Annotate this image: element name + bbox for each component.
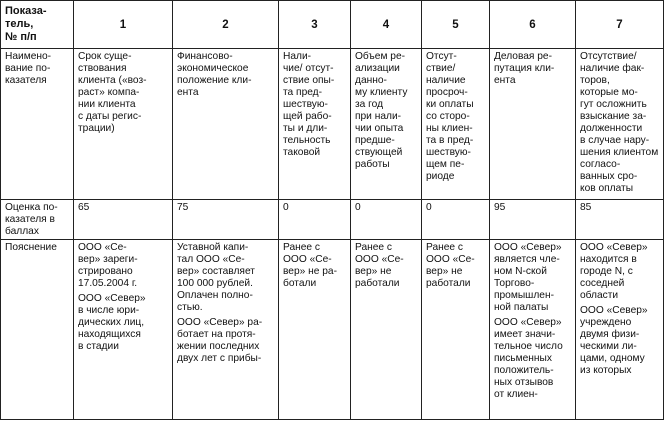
column-number-7: 7 <box>576 1 664 49</box>
name-text-5: Отсут- ствие/ наличие просроч- ки оплаты со сторо- ны клиен- та в пред- шествую- щем пе- риоде <box>426 51 474 182</box>
note-paragraph: ООО «Север» учреждено двумя физи- ческими ли- цами, одному из которых <box>580 305 648 376</box>
header-row-label <box>1 1 74 49</box>
score-cell-5: 0 <box>422 200 490 240</box>
name-text-4: Объем ре- ализации данно- му клиенту за год при нали- чии опыта предше- ствующей работы <box>355 51 408 170</box>
score-cell-7: 85 <box>576 200 664 240</box>
scores-label-text: Оценка по- казателя в баллах <box>5 202 58 237</box>
note-paragraph: Ранее с ООО «Се- вер» не работали <box>355 242 404 289</box>
note-paragraph: ООО «Север» находится в городе N, с соседней области <box>580 242 648 301</box>
note-paragraph: ООО «Север» в числе юри- дических лиц, находящихся в стадии <box>78 293 146 352</box>
note-paragraph: Уставной капи- тал ООО «Се- вер» составляет 100 000 рублей. Оплачен полно- стью. <box>177 242 255 313</box>
name-text-1: Срок суще- ствования клиента («воз- раст» компа- нии клиента с даты регис- трации) <box>78 51 147 134</box>
name-cell-1 <box>74 49 173 200</box>
name-text-2: Финансово- экономическое положение кли- ента <box>177 51 252 98</box>
notes-row-label: Пояснение <box>1 240 74 420</box>
score-cell-2: 75 <box>173 200 279 240</box>
note-paragraph: Ранее с ООО «Се- вер» не работали <box>426 242 475 289</box>
score-cell-1: 65 <box>74 200 173 240</box>
names-row <box>1 49 664 200</box>
note-cell-2 <box>173 240 279 420</box>
name-text-3: Нали- чие/ отсут- ствие опы- та пред- шествую- щей рабо- ты и дли- тельность таковой <box>283 51 335 158</box>
score-cell-6: 95 <box>490 200 576 240</box>
note-cell-4 <box>351 240 422 420</box>
name-text-6: Деловая ре- путация кли- ента <box>494 51 555 86</box>
names-label-text: Наимено- вание по- казателя <box>5 51 52 86</box>
note-cell-7 <box>576 240 664 420</box>
column-number-6: 6 <box>490 1 576 49</box>
name-cell-6 <box>490 49 576 200</box>
name-cell-2 <box>173 49 279 200</box>
note-paragraph: Ранее с ООО «Се- вер» не ра- ботали <box>283 242 337 289</box>
note-cell-5 <box>422 240 490 420</box>
name-text-7: Отсутствие/ наличие фак- торов, которые мо- гут осложнить взыскание за- долженности в случае нару- шения клиентом согласо- ванных сро- ков оплаты <box>580 51 659 194</box>
name-cell-7 <box>576 49 664 200</box>
scores-row-label <box>1 200 74 240</box>
score-cell-4: 0 <box>351 200 422 240</box>
column-number-1: 1 <box>74 1 173 49</box>
header-label-text: Показа- тель, № п/п <box>5 5 47 43</box>
note-paragraph: ООО «Север» имеет значи- тельное число письменных положитель- ных отзывов от клиен- <box>494 317 563 400</box>
names-row-label <box>1 49 74 200</box>
note-paragraph: ООО «Север» ра- ботает на протя- жении последних двух лет с прибы- <box>177 317 263 364</box>
column-number-4: 4 <box>351 1 422 49</box>
note-cell-3 <box>279 240 351 420</box>
column-number-3: 3 <box>279 1 351 49</box>
scores-row <box>1 200 664 240</box>
note-cell-6 <box>490 240 576 420</box>
name-cell-5 <box>422 49 490 200</box>
note-cell-1 <box>74 240 173 420</box>
score-cell-3: 0 <box>279 200 351 240</box>
note-paragraph: ООО «Се- вер» зареги- стрировано 17.05.2004 г. <box>78 242 138 289</box>
header-row <box>1 1 664 49</box>
name-cell-4 <box>351 49 422 200</box>
column-number-2: 2 <box>173 1 279 49</box>
note-paragraph: ООО «Север» является чле- ном N-ской Торгово- промышлен- ной палаты <box>494 242 562 313</box>
column-number-5: 5 <box>422 1 490 49</box>
notes-row <box>1 240 664 420</box>
name-cell-3 <box>279 49 351 200</box>
